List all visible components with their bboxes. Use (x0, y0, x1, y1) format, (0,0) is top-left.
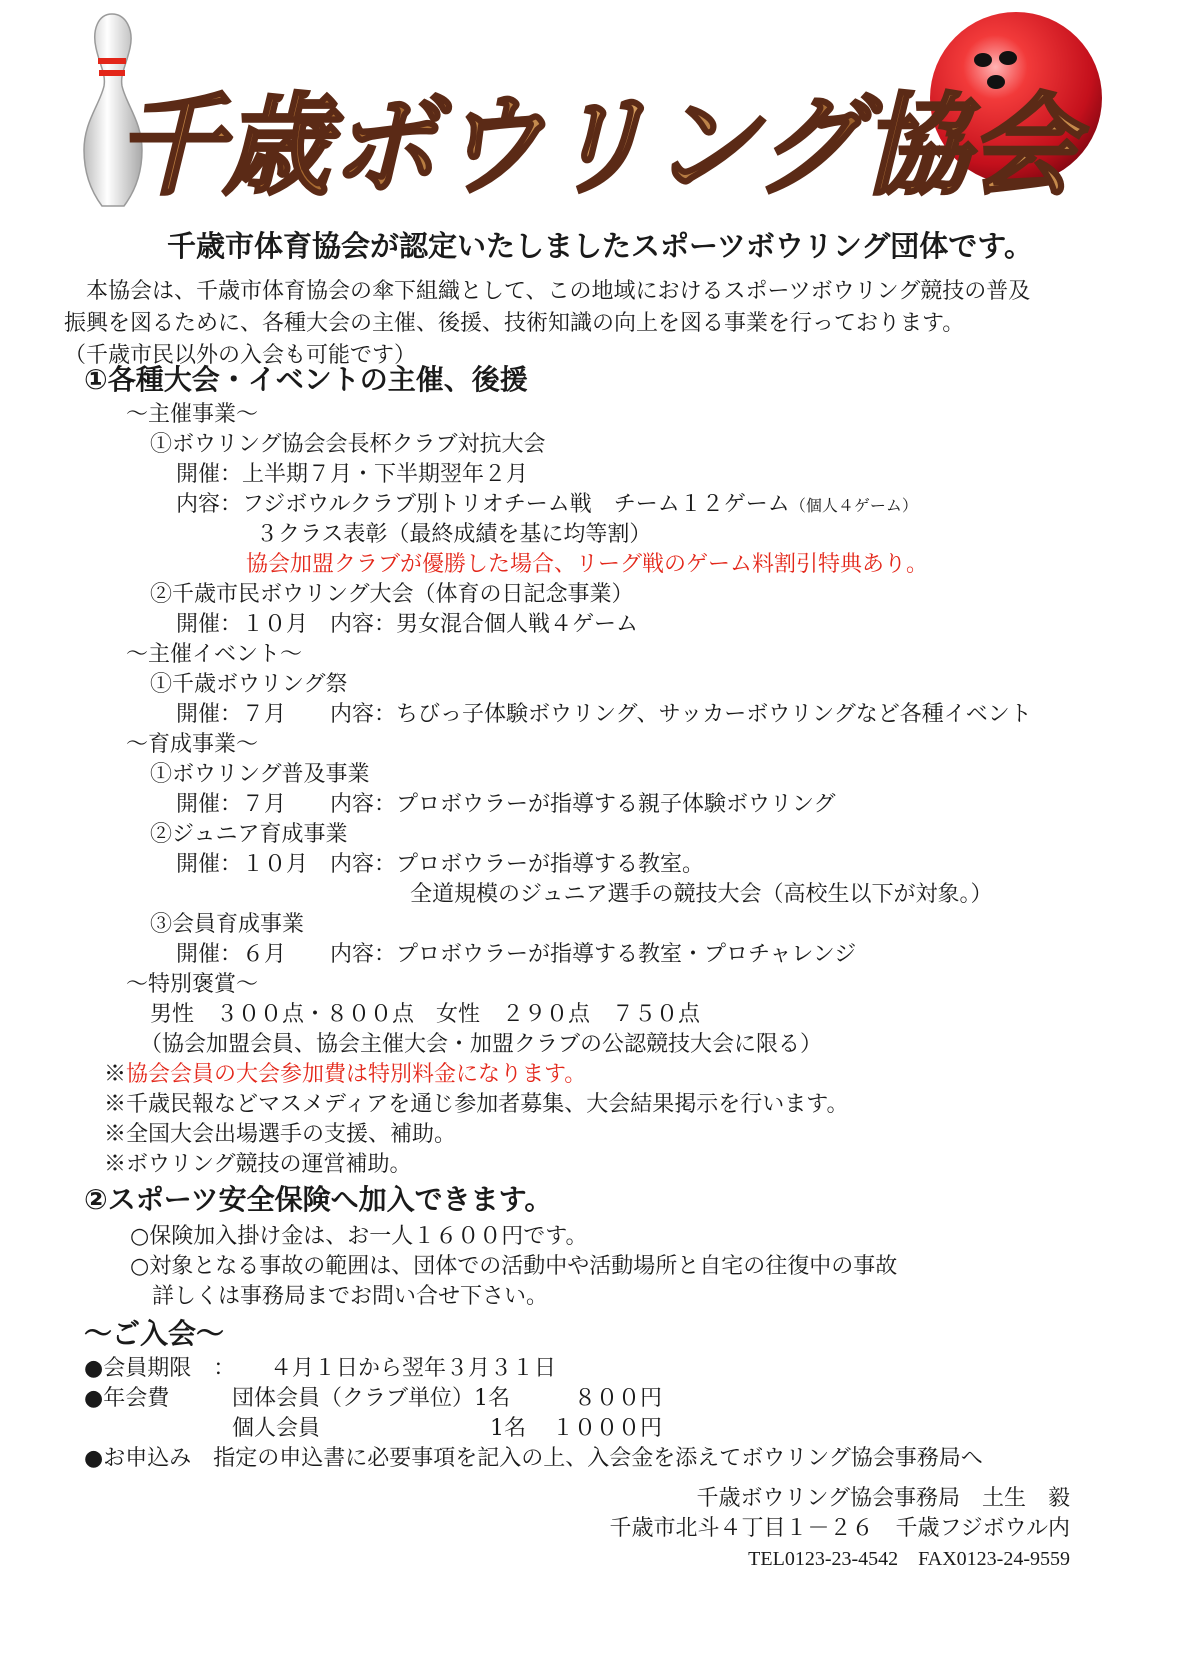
intro (64, 276, 1154, 372)
period-label: ●会員期限 ： (84, 1356, 236, 1381)
note-1 (104, 1060, 586, 1090)
event1-discount: 協会加盟クラブが優勝した場合、リーグ戦のゲーム料割引特典あり。 (246, 552, 929, 577)
group-fee: ８００円 (574, 1386, 663, 1411)
note-4: ※ボウリング競技の運営補助。 (104, 1152, 412, 1177)
award-scores: 男性 ３００点・８００点 女性 ２９０点 ７５０点 (150, 1002, 701, 1027)
membership-heading: ～ご入会～ (84, 1317, 225, 1350)
training1-title: ①ボウリング普及事業 (150, 762, 370, 787)
note-3: ※全国大会出場選手の支援、補助。 (104, 1122, 457, 1147)
fee-label: ●年会費 (84, 1386, 170, 1411)
training2-title: ②ジュニア育成事業 (150, 822, 348, 847)
contact-phone: TEL0123-23-4542 FAX0123-24-9559 (748, 1548, 1070, 1570)
subtitle: 千歳市体育協会が認定いたしましたスポーツボウリング団体です。 (167, 229, 1033, 263)
event1-content-text: 内容：フジボウルクラブ別トリオチーム戦 チーム１２ゲーム (176, 492, 790, 517)
event2-details: 開催：１０月 内容：男女混合個人戦４ゲーム (176, 612, 639, 637)
event1-award: ３クラス表彰（最終成績を基に均等割） (256, 522, 652, 547)
intro-line-2: 振興を図るために、各種大会の主催、後援、技術知識の向上を図る事業を行っております。 (64, 311, 965, 336)
training1-details: 開催：７月 内容：プロボウラーが指導する親子体験ボウリング (176, 792, 836, 817)
individual-count: 1名 (490, 1416, 526, 1441)
note-2: ※千歳民報などマスメディアを通じ参加者募集、大会結果掲示を行います。 (104, 1092, 849, 1117)
period-value: ４月１日から翌年３月３１日 (270, 1356, 557, 1381)
header-graphic (0, 0, 1200, 220)
hosted-label: ～主催事業～ (126, 402, 259, 427)
group-label: 団体会員（クラブ単位）1名 (232, 1386, 510, 1411)
training3-details: 開催：６月 内容：プロボウラーが指導する教室・プロチャレンジ (176, 942, 857, 967)
apply-info: ●お申込み 指定の申込書に必要事項を記入の上、入会金を添えてボウリング協会事務局へ (84, 1446, 983, 1471)
festival-details: 開催：７月 内容：ちびっ子体験ボウリング、サッカーボウリングなど各種イベント (176, 702, 1032, 727)
award-label: ～特別褒賞～ (126, 972, 259, 997)
contact-address: 千歳市北斗４丁目１－２６ 千歳フジボウル内 (609, 1516, 1070, 1541)
insurance-item-1: ○保険加入掛け金は、お一人１６００円です。 (130, 1224, 588, 1249)
event1-content-note: （個人４ゲーム） (789, 496, 918, 515)
individual-fee: １０００円 (552, 1416, 663, 1441)
contact-office: 千歳ボウリング協会事務局 土生 毅 (696, 1486, 1070, 1511)
individual-label: 個人会員 (232, 1416, 321, 1441)
section1-heading: ①各種大会・イベントの主催、後援 (84, 363, 528, 396)
training3-title: ③会員育成事業 (150, 912, 305, 937)
title-text: 千歳ボウリング協会 (116, 82, 1089, 210)
events-label: ～主催イベント～ (126, 642, 303, 667)
training2-details: 開催：１０月 内容：プロボウラーが指導する教室。 (176, 852, 705, 877)
event1-title: ①ボウリング協会会長杯クラブ対抗大会 (150, 432, 546, 457)
intro-line-1: 本協会は、千歳市体育協会の傘下組織として、この地域におけるスポーツボウリング競技の普及 (86, 279, 1031, 304)
training2-details-2: 全道規模のジュニア選手の競技大会（高校生以下が対象。） (410, 882, 993, 907)
note-1-mark: ※ (104, 1062, 127, 1087)
insurance-item-3: 詳しくは事務局までお問い合せ下さい。 (152, 1284, 549, 1309)
festival-title: ①千歳ボウリング祭 (150, 672, 348, 697)
event1-content (176, 490, 918, 521)
training-label: ～育成事業～ (126, 732, 259, 757)
section2-heading: ②スポーツ安全保険へ加入できます。 (84, 1183, 553, 1216)
event2-title: ②千歳市民ボウリング大会（体育の日記念事業） (150, 582, 634, 607)
event1-date: 開催：上半期７月・下半期翌年２月 (176, 462, 529, 487)
note-1-text: 協会会員の大会参加費は特別料金になります。 (126, 1062, 587, 1087)
award-note: （協会加盟会員、協会主催大会・加盟クラブの公認競技大会に限る） (140, 1032, 823, 1057)
insurance-item-2: ○対象となる事故の範囲は、団体での活動中や活動場所と自宅の往復中の事故 (130, 1254, 898, 1279)
intro-line-3: （千歳市民以外の入会も可能です） (64, 343, 417, 368)
header (0, 0, 1200, 220)
